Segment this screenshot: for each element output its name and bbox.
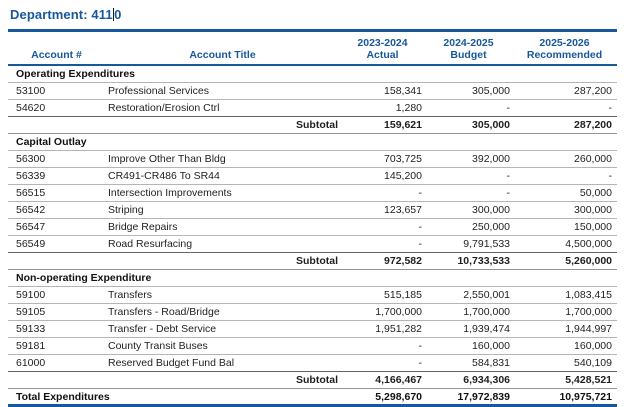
section-header-row <box>8 269 617 286</box>
section-title: Non-operating Expenditure <box>8 269 617 286</box>
actual-cell: 1,700,000 <box>340 303 425 320</box>
actual-cell: - <box>340 184 425 201</box>
table-row <box>8 286 617 303</box>
subtotal-actual-cell: 159,621 <box>340 116 425 133</box>
subtotal-actual-cell: 972,582 <box>340 252 425 269</box>
subtotal-row <box>8 116 617 133</box>
actual-cell: - <box>340 218 425 235</box>
table-row <box>8 201 617 218</box>
column-header-recommended: 2025-2026 Recommended <box>512 31 617 66</box>
total-actual-cell: 5,298,670 <box>340 388 425 405</box>
title-cell: County Transit Buses <box>105 337 340 354</box>
department-header <box>8 7 617 22</box>
title-cell: Transfers - Road/Bridge <box>105 303 340 320</box>
budget-cell: 2,550,001 <box>425 286 512 303</box>
table-row <box>8 303 617 320</box>
account-cell: 54620 <box>8 99 105 116</box>
budget-cell: 305,000 <box>425 82 512 99</box>
recommended-cell: - <box>512 99 617 116</box>
department-label: Department: <box>10 7 88 22</box>
column-header-title: Account Title <box>105 31 340 66</box>
department-number-after-caret: 0 <box>114 7 122 22</box>
subtotal-recommended-cell: 287,200 <box>512 116 617 133</box>
account-cell: 56549 <box>8 235 105 252</box>
actual-cell: 123,657 <box>340 201 425 218</box>
table-row <box>8 150 617 167</box>
actual-cell: 703,725 <box>340 150 425 167</box>
actual-cell: - <box>340 235 425 252</box>
budget-table <box>8 29 617 407</box>
title-cell: Intersection Improvements <box>105 184 340 201</box>
recommended-cell: 1,944,997 <box>512 320 617 337</box>
recommended-cell: 1,700,000 <box>512 303 617 320</box>
account-cell: 59105 <box>8 303 105 320</box>
recommended-cell: 540,109 <box>512 354 617 371</box>
budget-cell: 300,000 <box>425 201 512 218</box>
table-row <box>8 218 617 235</box>
budget-cell: 250,000 <box>425 218 512 235</box>
subtotal-budget-cell: 10,733,533 <box>425 252 512 269</box>
subtotal-recommended-cell: 5,428,521 <box>512 371 617 388</box>
table-row <box>8 354 617 371</box>
recommended-cell: 160,000 <box>512 337 617 354</box>
budget-cell: 9,791,533 <box>425 235 512 252</box>
recommended-cell: 300,000 <box>512 201 617 218</box>
recommended-cell: 260,000 <box>512 150 617 167</box>
subtotal-recommended-cell: 5,260,000 <box>512 252 617 269</box>
actual-cell: - <box>340 337 425 354</box>
actual-cell: 1,280 <box>340 99 425 116</box>
column-header-account: Account # <box>8 31 105 66</box>
title-cell: Transfer - Debt Service <box>105 320 340 337</box>
column-header-budget: 2024-2025 Budget <box>425 31 512 66</box>
budget-cell: 1,700,000 <box>425 303 512 320</box>
account-cell: 56542 <box>8 201 105 218</box>
total-row <box>8 388 617 405</box>
recommended-cell: 150,000 <box>512 218 617 235</box>
title-cell: CR491-CR486 To SR44 <box>105 167 340 184</box>
column-header-actual: 2023-2024 Actual <box>340 31 425 66</box>
actual-cell: 145,200 <box>340 167 425 184</box>
account-cell: 59100 <box>8 286 105 303</box>
subtotal-label: Subtotal <box>105 252 340 269</box>
table-row <box>8 99 617 116</box>
subtotal-row <box>8 252 617 269</box>
title-cell: Bridge Repairs <box>105 218 340 235</box>
empty-cell <box>8 371 105 388</box>
budget-cell: - <box>425 184 512 201</box>
actual-cell: 1,951,282 <box>340 320 425 337</box>
actual-cell: 515,185 <box>340 286 425 303</box>
title-cell: Reserved Budget Fund Bal <box>105 354 340 371</box>
table-row <box>8 184 617 201</box>
budget-cell: 584,831 <box>425 354 512 371</box>
budget-cell: - <box>425 99 512 116</box>
table-row <box>8 167 617 184</box>
total-budget-cell: 17,972,839 <box>425 388 512 405</box>
budget-cell: 160,000 <box>425 337 512 354</box>
title-cell: Restoration/Erosion Ctrl <box>105 99 340 116</box>
title-cell: Transfers <box>105 286 340 303</box>
table-row <box>8 235 617 252</box>
account-cell: 59133 <box>8 320 105 337</box>
subtotal-actual-cell: 4,166,467 <box>340 371 425 388</box>
account-cell: 53100 <box>8 82 105 99</box>
title-cell: Road Resurfacing <box>105 235 340 252</box>
section-title: Operating Expenditures <box>8 65 617 82</box>
table-row <box>8 337 617 354</box>
account-cell: 59181 <box>8 337 105 354</box>
subtotal-budget-cell: 305,000 <box>425 116 512 133</box>
column-header-row <box>8 31 617 66</box>
budget-cell: 392,000 <box>425 150 512 167</box>
subtotal-label: Subtotal <box>105 371 340 388</box>
section-title: Capital Outlay <box>8 133 617 150</box>
subtotal-budget-cell: 6,934,306 <box>425 371 512 388</box>
table-row <box>8 82 617 99</box>
account-cell: 56547 <box>8 218 105 235</box>
title-cell: Professional Services <box>105 82 340 99</box>
recommended-cell: 4,500,000 <box>512 235 617 252</box>
table-row <box>8 320 617 337</box>
account-cell: 61000 <box>8 354 105 371</box>
account-cell: 56339 <box>8 167 105 184</box>
recommended-cell: 287,200 <box>512 82 617 99</box>
recommended-cell: - <box>512 167 617 184</box>
subtotal-row <box>8 371 617 388</box>
account-cell: 56300 <box>8 150 105 167</box>
empty-cell <box>8 116 105 133</box>
department-number-before-caret: 411 <box>91 7 113 22</box>
account-cell: 56515 <box>8 184 105 201</box>
actual-cell: 158,341 <box>340 82 425 99</box>
actual-cell: - <box>340 354 425 371</box>
total-label: Total Expenditures <box>8 388 340 405</box>
department-number-field[interactable] <box>91 7 121 22</box>
section-header-row <box>8 133 617 150</box>
section-header-row <box>8 65 617 82</box>
total-recommended-cell: 10,975,721 <box>512 388 617 405</box>
recommended-cell: 1,083,415 <box>512 286 617 303</box>
subtotal-label: Subtotal <box>105 116 340 133</box>
budget-cell: - <box>425 167 512 184</box>
title-cell: Striping <box>105 201 340 218</box>
empty-cell <box>8 252 105 269</box>
title-cell: Improve Other Than Bldg <box>105 150 340 167</box>
recommended-cell: 50,000 <box>512 184 617 201</box>
budget-cell: 1,939,474 <box>425 320 512 337</box>
